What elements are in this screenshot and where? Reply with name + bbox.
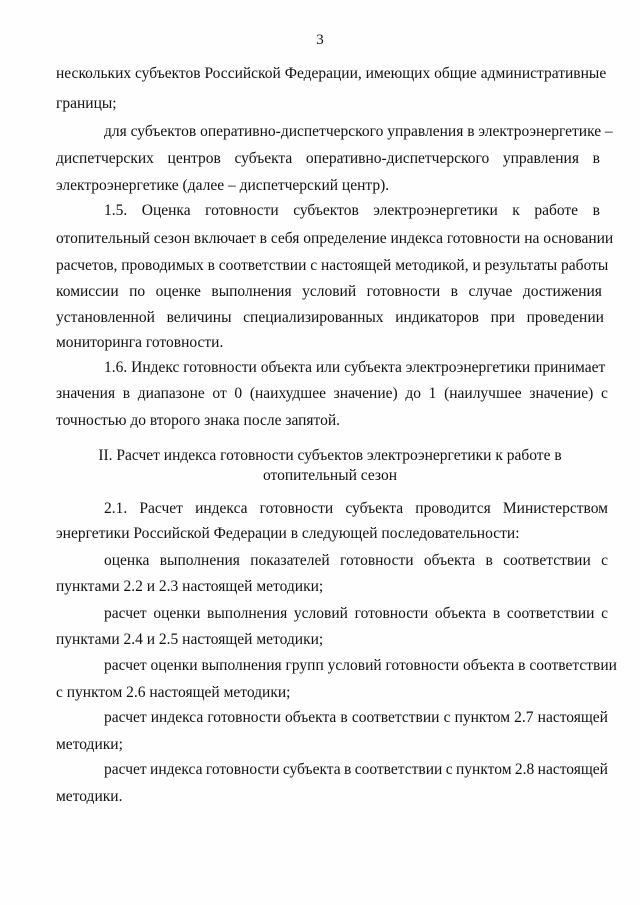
text-line-justified xyxy=(56,282,602,302)
word: в xyxy=(122,385,131,402)
word: субъекта xyxy=(234,150,293,167)
word: работе xyxy=(534,202,579,219)
text-line: точностью до второго знака после запятой. xyxy=(56,412,341,429)
word: объекта xyxy=(284,709,337,726)
word: готовности xyxy=(205,761,280,778)
word: субъектов xyxy=(293,202,359,219)
word: объекта xyxy=(434,605,487,622)
word: пунктом xyxy=(456,761,512,778)
word: расчет xyxy=(104,605,147,622)
word: условий xyxy=(293,605,348,622)
word: соответствии xyxy=(351,709,440,726)
word: достижения xyxy=(522,283,602,300)
word: индекса xyxy=(195,500,248,517)
word: случае xyxy=(468,283,513,300)
word: в xyxy=(340,709,348,726)
text-line: нескольких субъектов Российской Федерации, имеющих общие административные xyxy=(56,65,607,82)
word: по xyxy=(129,283,146,300)
word: соответствии xyxy=(503,552,591,569)
word: индикаторов xyxy=(395,309,479,326)
word: оценка xyxy=(104,552,150,569)
word: (наихудшее xyxy=(249,385,326,402)
text-line-justified xyxy=(104,708,608,728)
word: оперативно-диспетчерского xyxy=(305,150,490,167)
word: электроэнергетики xyxy=(373,202,498,219)
word: специализированных xyxy=(243,309,384,326)
text-line: для субъектов оперативно-диспетчерского управления в электроэнергетике – xyxy=(104,123,613,140)
text-line: расчет оценки выполнения групп условий готовности объекта в соответствии xyxy=(104,657,617,674)
word: в xyxy=(592,202,600,219)
word: в xyxy=(485,552,493,569)
word: значение) xyxy=(529,385,594,402)
word: с xyxy=(443,709,451,726)
section-heading: отопительный сезон xyxy=(262,467,397,484)
text-line-justified xyxy=(104,201,600,221)
word: комиссии xyxy=(56,283,119,300)
word: оценке xyxy=(155,283,201,300)
word: центров xyxy=(167,150,221,167)
word: проводится xyxy=(415,500,491,517)
word: готовности xyxy=(207,709,281,726)
word: настоящей xyxy=(537,709,608,726)
word: субъекта xyxy=(345,500,404,517)
word: расчет xyxy=(104,709,147,726)
word: значения xyxy=(56,385,116,402)
word: с xyxy=(601,605,608,622)
word: условий xyxy=(302,283,357,300)
text-line: расчетов, проводимых в соответствии с настоящей методикой, и результаты работы xyxy=(56,257,609,274)
word: выполнения xyxy=(159,552,240,569)
word: в xyxy=(492,605,501,622)
word: управления xyxy=(502,150,579,167)
word: в xyxy=(344,761,352,778)
word: индекса xyxy=(150,761,203,778)
word: диспетчерских xyxy=(56,150,154,167)
text-line: отопительный сезон включает в себя определение индекса готовности на основании xyxy=(56,230,614,247)
word: (наилучшее xyxy=(444,385,522,402)
word: выполнения xyxy=(211,283,292,300)
word: готовности xyxy=(354,605,429,622)
word: пунктом xyxy=(454,709,511,726)
word: 1 xyxy=(428,385,437,402)
word: с xyxy=(445,761,453,778)
word: установленной xyxy=(56,309,155,326)
word: диапазоне xyxy=(137,385,205,402)
text-line: энергетики Российской Федерации в следующей последовательности: xyxy=(56,525,520,542)
text-line: методики; xyxy=(56,736,123,753)
word: объекта xyxy=(423,552,476,569)
word: готовности xyxy=(259,500,334,517)
word: соответствии xyxy=(506,605,595,622)
text-line: методики. xyxy=(56,788,123,805)
word: Оценка xyxy=(141,202,191,219)
word: проведении xyxy=(526,309,604,326)
text-line: 1.6. Индекс готовности объекта или субъекта электроэнергетики принимает xyxy=(104,359,606,376)
word: с xyxy=(601,552,608,569)
word: Расчет xyxy=(139,500,183,517)
word: 1.5. xyxy=(104,202,128,219)
word: показателей xyxy=(250,552,330,569)
text-line: пунктами 2.4 и 2.5 настоящей методики; xyxy=(56,631,324,648)
word: субъекта xyxy=(282,761,341,778)
word: значение) xyxy=(333,385,398,402)
text-line-justified xyxy=(104,760,608,780)
word: 2.8 xyxy=(514,761,535,778)
text-line-justified xyxy=(104,551,608,571)
word: готовности xyxy=(366,283,441,300)
text-line: с пунктом 2.6 настоящей методики; xyxy=(56,684,291,701)
word: соответствии xyxy=(354,761,443,778)
word: 2.7 xyxy=(514,709,534,726)
page-number: 3 xyxy=(316,32,324,48)
word: при xyxy=(490,309,515,326)
word: готовности xyxy=(339,552,414,569)
word: настоящей xyxy=(537,761,608,778)
word: в xyxy=(450,283,458,300)
text-line: пунктами 2.2 и 2.3 настоящей методики; xyxy=(56,578,324,595)
text-line-justified xyxy=(104,604,608,624)
word: выполнения xyxy=(207,605,288,622)
text-line: границы; xyxy=(56,95,117,112)
word: до xyxy=(405,385,421,402)
word: к xyxy=(512,202,520,219)
text-line: мониторинга готовности. xyxy=(56,334,224,351)
text-line-justified xyxy=(56,308,604,328)
section-heading: II. Расчет индекса готовности субъектов электроэнергетики к работе в xyxy=(98,447,562,464)
word: от xyxy=(212,385,227,402)
text-line-justified xyxy=(56,384,608,404)
word: расчет xyxy=(104,761,147,778)
text-line-justified xyxy=(56,149,600,169)
word: Министерством xyxy=(502,500,608,517)
word: величины xyxy=(166,309,232,326)
text-line: электроэнергетике (далее – диспетчерский центр). xyxy=(56,177,390,194)
text-line-justified xyxy=(104,499,608,519)
word: с xyxy=(601,385,608,402)
word: индекса xyxy=(150,709,204,726)
word: готовности xyxy=(205,202,279,219)
word: в xyxy=(592,150,600,167)
word: оценки xyxy=(153,605,201,622)
word: 2.1. xyxy=(104,500,128,517)
word: 0 xyxy=(234,385,243,402)
